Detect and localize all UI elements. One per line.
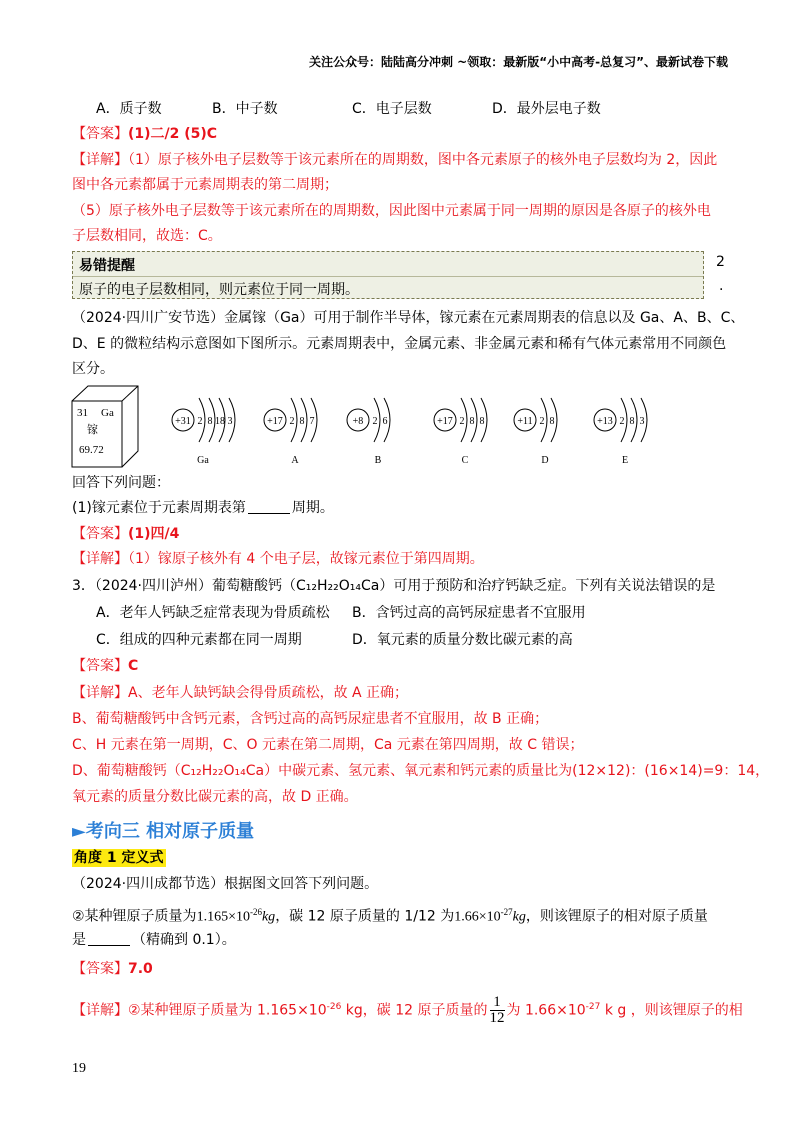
atom-label: A: [291, 455, 299, 466]
tip-title: 易错提醒: [79, 258, 135, 274]
electron-count: 2: [539, 416, 545, 427]
atom-diagram-b: [347, 398, 390, 466]
periodic-table-cell: [72, 386, 138, 467]
option-c: C．组成的四种元素都在同一周期: [96, 632, 302, 648]
detail-text: （5）原子核外电子层数等于该元素所在的周期数，因此图中元素属于同一周期的原因是各原子的核外电: [72, 203, 711, 219]
section-heading: ►考向三 相对原子质量: [72, 821, 255, 842]
answer-label: 【答案】: [72, 961, 128, 977]
option-b: B．含钙过高的高钙尿症患者不宜服用: [352, 605, 586, 621]
q3-stem: 3．（2024·四川泸州）葡萄糖酸钙（C₁₂H₂₂O₁₄Ca）可用于预防和治疗钙缺乏症。下列有关说法错误的是: [72, 578, 716, 594]
detail-text: ②某种锂原子质量为 1.165×10: [128, 1002, 327, 1019]
cell-element-name: 镓: [87, 424, 98, 436]
electron-count: 6: [382, 416, 388, 427]
atom-label: D: [541, 455, 549, 466]
answer-label: 【答案】: [72, 658, 128, 674]
detail-text: （1）原子核外电子层数等于该元素所在的周期数，图中各元素原子的核外电子层数均为 2，因此: [128, 152, 718, 168]
unit: kg: [512, 909, 526, 925]
option-d: D．氧元素的质量分数比碳元素的高: [352, 632, 573, 648]
electron-count: 18: [215, 416, 225, 427]
nucleus-charge: +31: [175, 416, 191, 427]
exponent: -26: [326, 1002, 342, 1012]
side-question-dot: .: [719, 278, 724, 294]
electron-count: 8: [549, 416, 555, 427]
subquestion-text: 周期。: [291, 500, 334, 516]
detail-text: B、葡萄糖酸钙中含钙元素，含钙过高的高钙尿症患者不宜服用，故 B 正确；: [72, 711, 549, 727]
q2-stem: （2024·四川广安节选）金属镓（Ga）可用于制作半导体，镓元素在元素周期表的信息以及 Ga、A、B、C、: [72, 310, 745, 326]
electron-count: 2: [372, 416, 378, 427]
q2-stem: 区分。: [72, 361, 114, 377]
answer-blank[interactable]: [88, 931, 130, 946]
electron-count: 7: [309, 416, 315, 427]
tip-divider: [73, 276, 703, 277]
answer-text: 7.0: [128, 961, 153, 977]
nucleus-charge: +17: [437, 416, 453, 427]
tip-text: 原子的电子层数相同，则元素位于同一周期。: [79, 282, 359, 298]
angle-tag: 角度 1 定义式: [74, 850, 164, 866]
q4-text: ②某种锂原子质量为: [72, 908, 197, 925]
answer-blank[interactable]: [248, 499, 290, 514]
atom-diagram-d: [514, 398, 557, 466]
exponent: -27: [585, 1002, 601, 1012]
exponent: -27: [500, 907, 513, 917]
answer-line: [72, 656, 138, 676]
answer-label: 【答案】: [72, 526, 128, 542]
answer-line: [72, 124, 217, 144]
detail-text: 子层数相同，故选：C。: [72, 228, 222, 244]
q2-prompt: 回答下列问题：: [72, 475, 170, 491]
cell-atomic-number: 31: [77, 407, 88, 419]
page-header: 关注公众号：陆陆高分冲刺 ~领取：最新版“小中高考-总复习”、最新试卷下载: [309, 55, 728, 69]
atom-label: C: [461, 455, 469, 466]
lithium-mass: 1.165×10: [196, 909, 250, 925]
electron-count: 2: [289, 416, 295, 427]
electron-count: 8: [629, 416, 635, 427]
detail-text: C、H 元素在第一周期，C、O 元素在第二周期，Ca 元素在第四周期，故 C 错误；: [72, 737, 584, 753]
nucleus-charge: +13: [597, 416, 613, 427]
option-a: A．质子数: [96, 101, 162, 117]
atom-diagram-ga: [172, 398, 235, 466]
fraction: [490, 995, 505, 1026]
answer-line: [72, 959, 153, 979]
q4-line-1: [72, 902, 708, 928]
electron-count: 8: [469, 416, 475, 427]
cell-atomic-mass: 69.72: [79, 444, 104, 456]
electron-count: 3: [227, 416, 233, 427]
atom-label: Ga: [197, 455, 209, 466]
cell-symbol: Ga: [101, 407, 114, 419]
detail-label: 【详解】: [72, 1002, 128, 1019]
detail-text: 氧元素的质量分数比碳元素的高，故 D 正确。: [72, 789, 358, 805]
detail-text: kg，碳 12 原子质量的: [341, 1002, 488, 1019]
q4-text: ，则该锂原子的相对原子质量: [525, 908, 708, 925]
page-number: 19: [72, 1061, 86, 1076]
detail-text: A、老年人缺钙缺会得骨质疏松，故 A 正确；: [128, 685, 409, 701]
answer-label: 【答案】: [72, 126, 128, 142]
q4-text: （精确到 0.1）。: [132, 932, 236, 948]
nucleus-charge: +11: [517, 416, 533, 427]
electron-count: 8: [479, 416, 485, 427]
exponent: -26: [249, 907, 262, 917]
detail-text: （1）镓原子核外有 4 个电子层，故镓元素位于第四周期。: [128, 551, 484, 567]
detail-line: [72, 150, 717, 170]
answer-text: (1)四/4: [128, 526, 180, 542]
option-a: A．老年人钙缺乏症常表现为骨质疏松: [96, 605, 330, 621]
nucleus-charge: +8: [352, 416, 364, 427]
q4-line-2: [72, 930, 236, 950]
subquestion-text: (1)镓元素位于元素周期表第: [72, 500, 246, 516]
q4-text: ，碳 12 原子质量的 1/12 为: [275, 908, 455, 925]
electron-count: 2: [459, 416, 465, 427]
error-tip-box: [72, 251, 704, 299]
detail-line: [72, 549, 484, 569]
atom-diagram-e: [594, 398, 647, 466]
detail-text: D、葡萄糖酸钙（C₁₂H₂₂O₁₄Ca）中碳元素、氢元素、氧元素和钙元素的质量比为(12×12)：(16×14)=9：14，: [72, 763, 770, 779]
q4-stem: （2024·四川成都节选）根据图文回答下列问题。: [72, 876, 379, 892]
carbon-mass: 1.66×10: [454, 909, 501, 925]
atom-label: E: [621, 455, 629, 466]
option-c: C．电子层数: [352, 101, 432, 117]
atomic-structure-figure: [70, 383, 645, 468]
atom-label: B: [374, 455, 382, 466]
q2-subquestion: [72, 498, 334, 518]
fraction-numerator: 1: [490, 995, 505, 1011]
atom-diagram-a: [264, 398, 317, 466]
unit: kg: [261, 909, 276, 925]
atom-diagram-c: [434, 398, 487, 466]
detail-line: [72, 990, 743, 1028]
electron-count: 8: [207, 416, 213, 427]
detail-text: k g ，则该锂原子的相: [600, 1002, 743, 1019]
answer-text: C: [128, 658, 139, 674]
detail-text: 图中各元素都属于元素周期表的第二周期；: [72, 177, 338, 193]
detail-label: 【详解】: [72, 152, 128, 168]
option-d: D．最外层电子数: [492, 101, 601, 117]
detail-line: [72, 683, 408, 703]
electron-count: 2: [619, 416, 625, 427]
q4-text: 是: [72, 932, 86, 948]
detail-label: 【详解】: [72, 551, 128, 567]
electron-count: 8: [299, 416, 305, 427]
nucleus-charge: +17: [267, 416, 283, 427]
side-question-number: 2: [716, 254, 725, 270]
detail-label: 【详解】: [72, 685, 128, 701]
electron-count: 2: [197, 416, 203, 427]
q2-stem: D、E 的微粒结构示意图如下图所示。元素周期表中，金属元素、非金属元素和稀有气体元素常用不同颜色: [72, 336, 727, 352]
answer-text: (1)二/2 (5)C: [128, 126, 218, 142]
detail-text: 为 1.66×10: [506, 1002, 586, 1019]
answer-line: [72, 524, 179, 544]
option-b: B．中子数: [212, 101, 278, 117]
fraction-denominator: 12: [489, 1010, 505, 1027]
electron-count: 3: [639, 416, 645, 427]
